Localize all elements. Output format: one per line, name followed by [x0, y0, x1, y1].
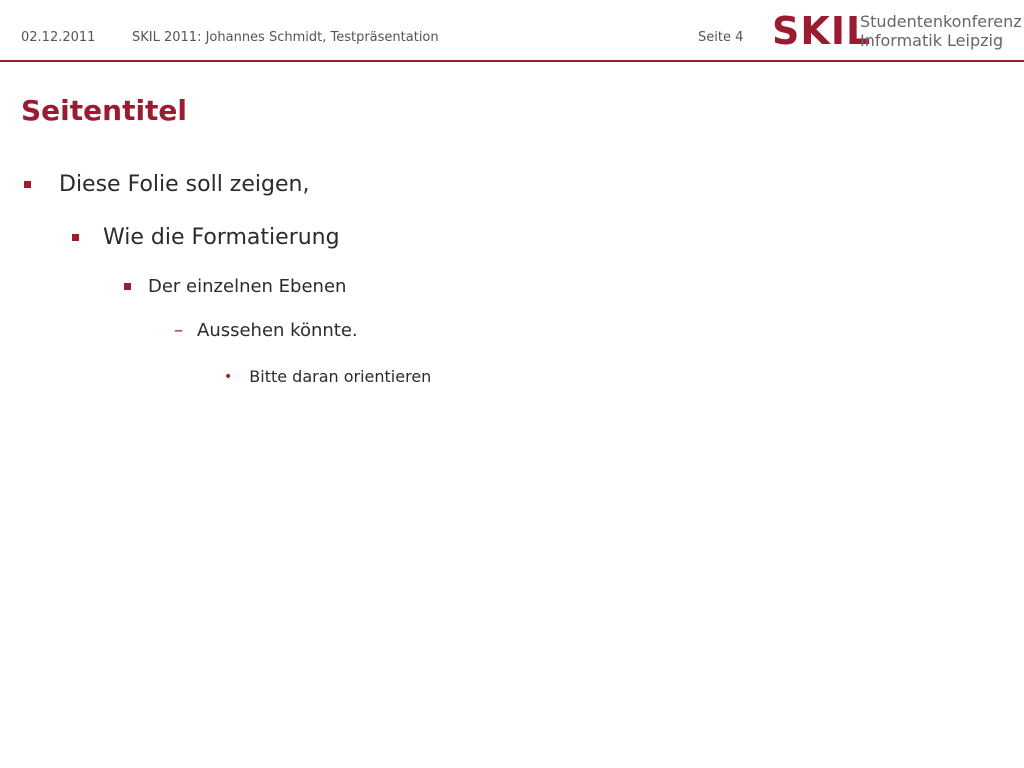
bullet-level-1 [24, 172, 309, 197]
header-page-number: Seite 4 [698, 30, 744, 45]
logo-mark: SKIL [772, 9, 872, 53]
square-bullet-icon [124, 283, 131, 290]
bullet-level-3 [124, 276, 346, 297]
bullet-level-5 [224, 367, 431, 386]
dash-bullet-icon: – [174, 320, 183, 341]
bullet-level-2 [72, 225, 340, 250]
dot-bullet-icon: • [224, 368, 233, 385]
bullet-level-4 [174, 320, 358, 341]
bullet-text: Bitte daran orientieren [249, 367, 432, 386]
page-title: Seitentitel [21, 94, 188, 127]
logo-line-2: Informatik Leipzig [860, 31, 1004, 50]
bullet-text: Wie die Formatierung [103, 225, 340, 250]
header-title: SKIL 2011: Johannes Schmidt, Testpräsentation [132, 30, 439, 45]
logo-line-1: Studentenkonferenz [860, 12, 1022, 31]
bullet-text: Aussehen könnte. [197, 320, 358, 341]
header-date: 02.12.2011 [21, 30, 96, 45]
bullet-text: Diese Folie soll zeigen, [59, 172, 310, 197]
square-bullet-icon [24, 181, 31, 188]
header-divider [0, 60, 1024, 62]
square-bullet-icon [72, 234, 79, 241]
bullet-text: Der einzelnen Ebenen [148, 276, 347, 297]
slide-header [0, 0, 1024, 62]
